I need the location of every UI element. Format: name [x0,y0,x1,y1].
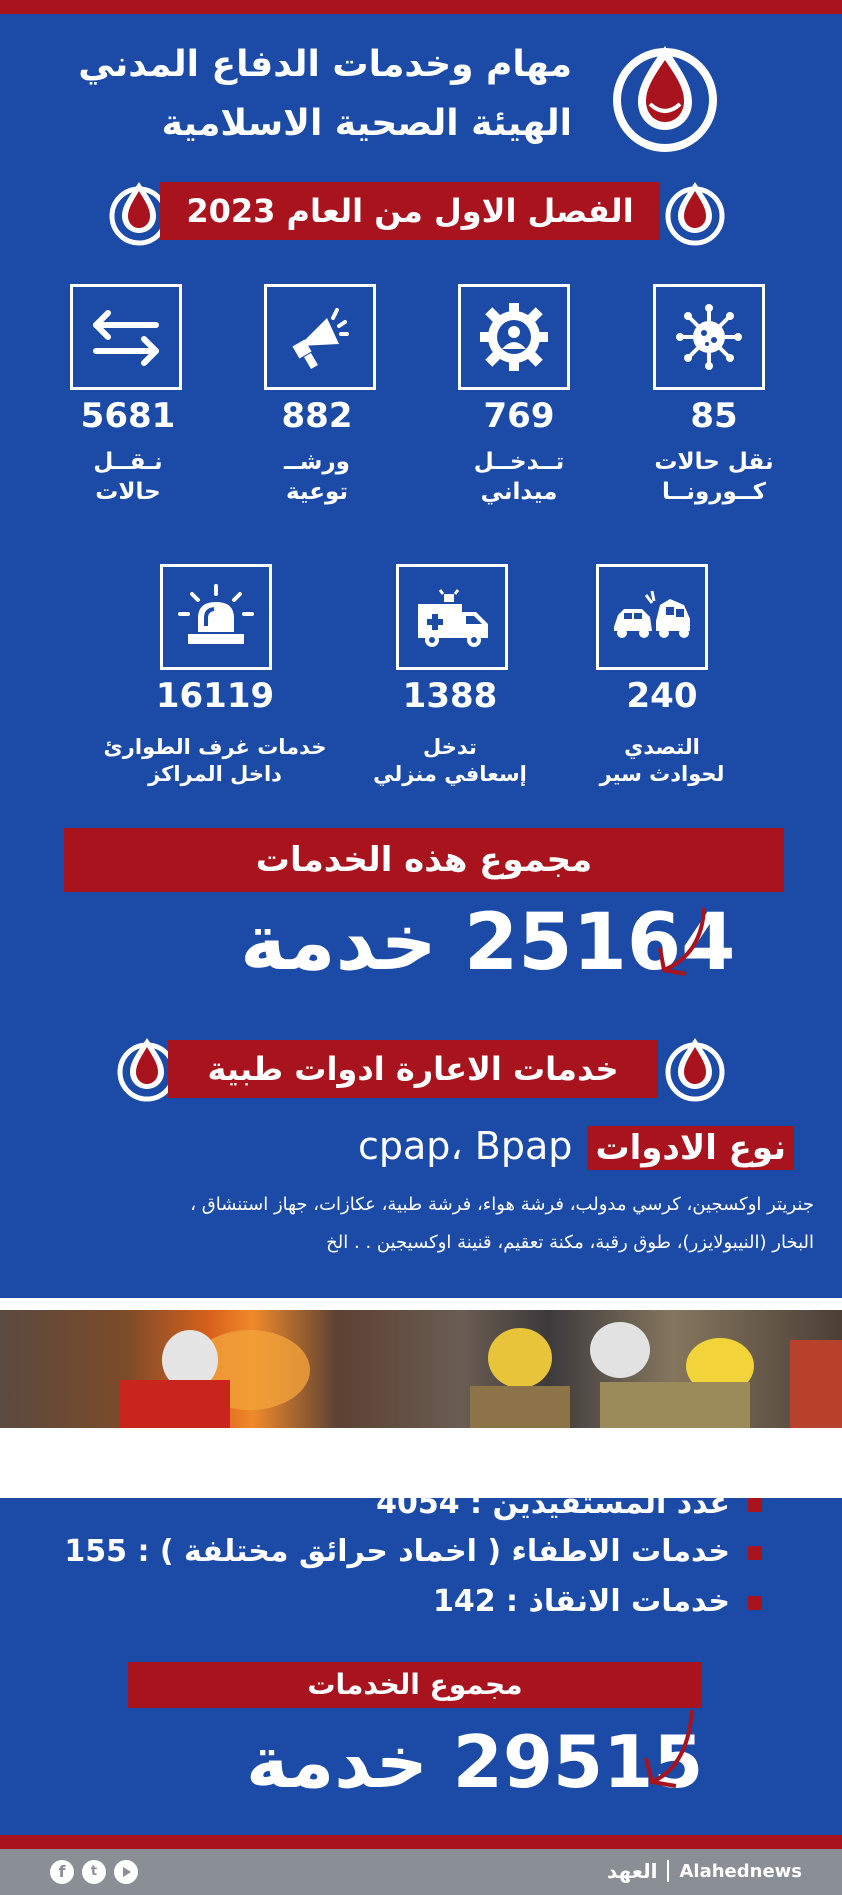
service-value: 882 [281,396,353,436]
total-banner: مجموع هذه الخدمات [64,828,784,892]
brand-divider [667,1860,669,1882]
service-label: تدخل إسعافي منزلي [373,735,527,787]
stat-row: خدمات الانقاذ : 142 [433,1584,762,1619]
footer [0,1849,842,1895]
service-label: ورشــ توعية [284,449,350,505]
title-line-2: الهيئة الصحية الاسلامية [161,103,572,144]
virus-icon [674,302,744,372]
stat-row: خدمات الاطفاء ( اخماد حرائق مختلفة ) : 155 [64,1534,762,1569]
stat-row: عدد المستفيدين : 4054 [376,1486,762,1521]
social-icons [50,1860,138,1884]
service-value: 16119 [155,676,275,716]
service-label: تــدخــل ميداني [473,449,565,505]
service-value: 85 [690,396,738,436]
logo-drop-icon [664,178,726,246]
top-bar [0,0,842,14]
firefighters-photo-band [0,1298,842,1498]
grand-total-banner: مجموع الخدمات [128,1662,702,1708]
organization-logo-icon [610,38,720,156]
firefighters-image [0,1310,842,1428]
service-value: 1388 [402,676,498,716]
service-label: خدمات غرف الطوارئ داخل المراكز [103,735,327,787]
title-line-1: مهام وخدمات الدفاع المدني [78,44,572,85]
service-label: التصدي لحوادث سير [599,735,725,787]
transfer-arrows-icon [86,307,166,367]
tools-value: cpap، Bpap [358,1124,573,1168]
curved-arrow-icon [640,1706,700,1796]
lending-banner: خدمات الاعارة ادوات طبية [168,1040,658,1098]
service-value: 5681 [80,396,176,436]
megaphone-icon [285,302,355,372]
bullet-icon [748,1546,762,1560]
gear-person-icon [476,299,552,375]
logo-drop-icon [664,1034,726,1102]
service-box-workshop [264,284,376,390]
brand-name-en: Alahednews [679,1860,802,1882]
period-banner: الفصل الاول من العام 2023 [160,182,660,240]
service-box-ambulance [396,564,508,670]
service-label: نـقــل حالات [93,449,163,505]
siren-icon [176,582,256,652]
service-box-field [458,284,570,390]
service-value: 769 [483,396,555,436]
car-crash-icon [610,587,694,647]
bullet-icon [748,1498,762,1512]
curved-arrow-icon [652,904,712,984]
total-value: 25164 خدمة [240,898,736,988]
tools-label: نوع الادوات [587,1126,794,1170]
bullet-icon [748,1596,762,1610]
service-box-emergency [160,564,272,670]
footer-brand [607,1859,802,1883]
ambulance-icon [410,584,494,650]
service-label: نقل حالات كــورونــا [654,449,774,505]
facebook-icon[interactable]: f [50,1860,74,1884]
tools-list: جنريتر اوكسجين، كرسي مدولب، فرشة هواء، فرشة طبية، عكازات، جهاز استنشاق ، البخار (النيبولايزر)، طوق رقبة، مكنة تعقيم، قنينة اوكسيجين . . الخ [190,1194,814,1253]
tools-heading [358,1124,794,1168]
twitter-icon[interactable]: t [82,1860,106,1884]
firefighters-photo [0,1310,842,1428]
service-value: 240 [626,676,698,716]
service-box-transport [70,284,182,390]
bottom-bar [0,1835,842,1849]
grand-total-value: 29515 خدمة [246,1720,704,1804]
youtube-icon[interactable] [114,1860,138,1884]
service-box-corona [653,284,765,390]
brand-logo-ar: العهد [607,1859,658,1883]
service-box-accidents [596,564,708,670]
